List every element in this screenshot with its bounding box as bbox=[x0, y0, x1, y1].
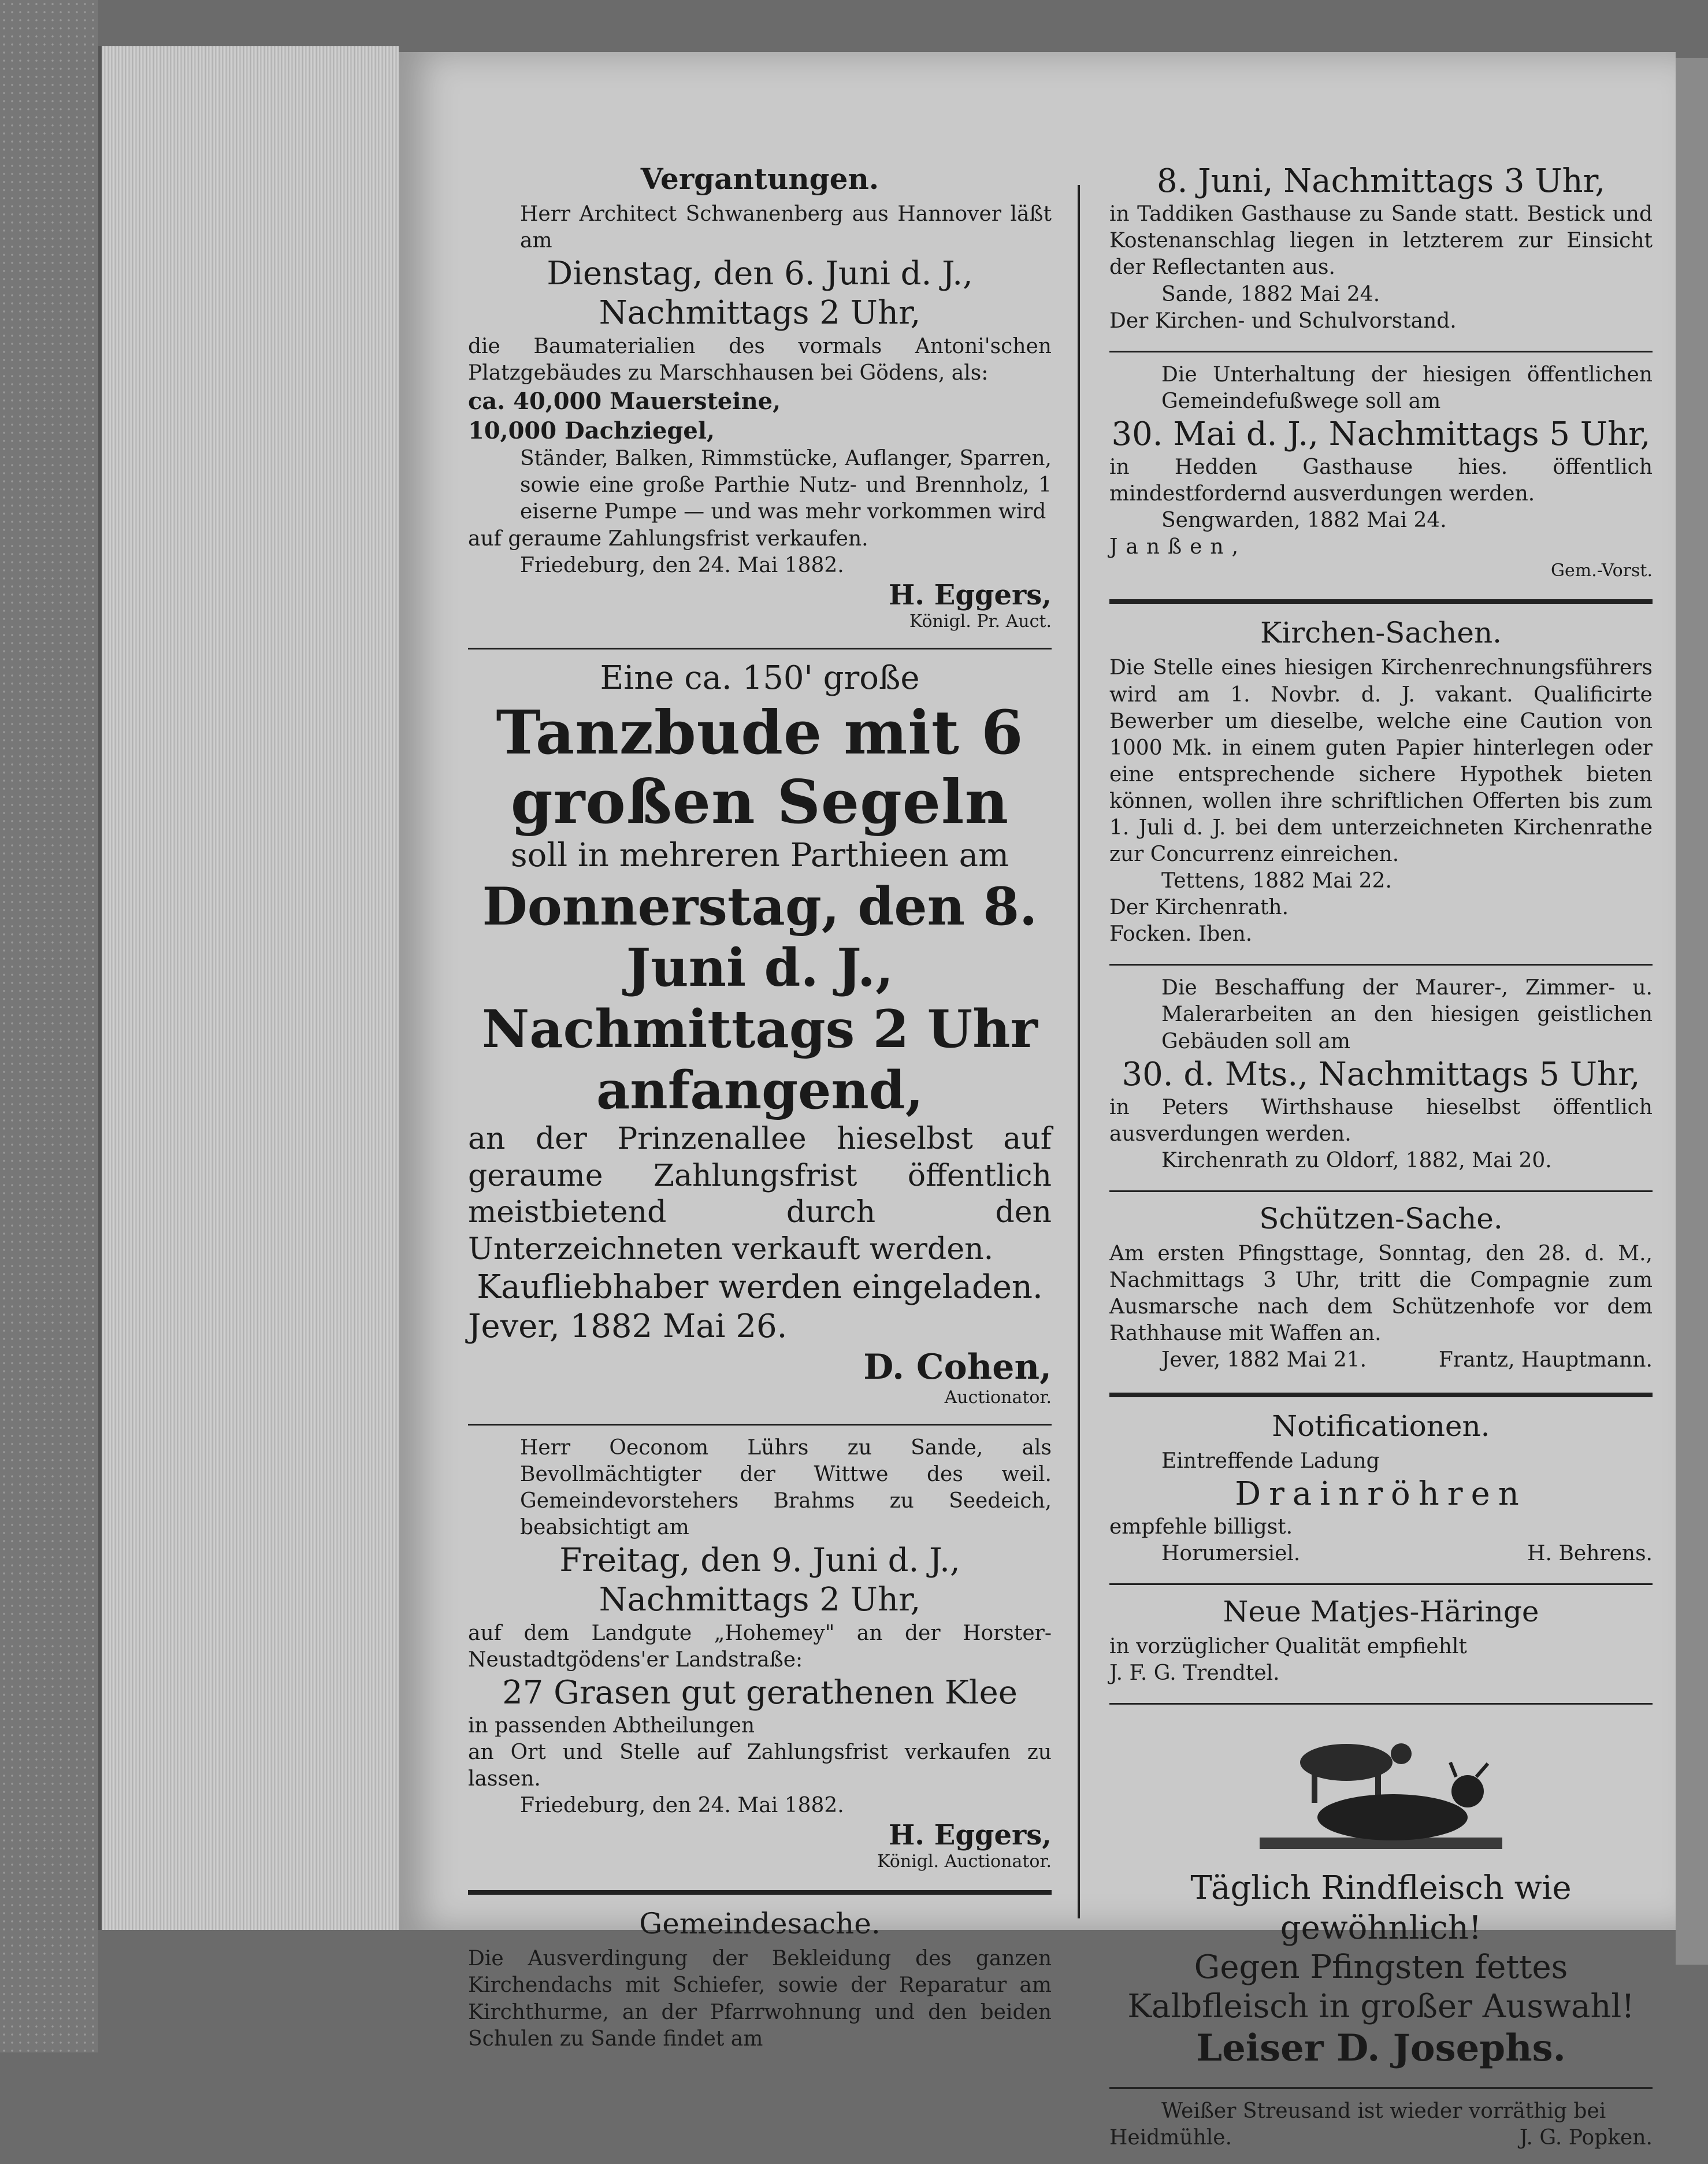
ad-date: 8. Juni, Nachmittags 3 Uhr, bbox=[1156, 162, 1606, 200]
ad-signature: Frantz, Hauptmann. bbox=[1438, 1348, 1653, 1372]
ad-tanzbude bbox=[468, 653, 1052, 1420]
separator-rule bbox=[468, 648, 1052, 649]
ad-sande bbox=[1109, 156, 1653, 347]
ad-matjes bbox=[1109, 1588, 1653, 1699]
ad-oldorf bbox=[1109, 969, 1653, 1187]
column-divider bbox=[1078, 185, 1080, 1918]
ad-intro: Die Unterhaltung der hiesigen öffentlichen Gemeindefußwege soll am bbox=[1161, 362, 1653, 413]
ad-text: in Peters Wirthshause hieselbst öffentlich ausverdungen werden. bbox=[1109, 1095, 1653, 1146]
ad-signature: D. Cohen, bbox=[863, 1346, 1052, 1387]
ad-gemeindesache bbox=[468, 1901, 1052, 2065]
ad-line: Kaufliebhaber werden eingeladen. bbox=[477, 1268, 1043, 1306]
ad-place-date: Sande, 1882 Mai 24. bbox=[1161, 282, 1380, 306]
separator-rule bbox=[1109, 599, 1653, 604]
ad-signature: H. Eggers, bbox=[888, 1819, 1052, 1852]
ad-line: soll in mehreren Parthieen am bbox=[510, 837, 1009, 875]
ad-place-date: Tettens, 1882 Mai 22. bbox=[1161, 869, 1392, 893]
ad-signature: Der Kirchen- und Schulvorstand. bbox=[1109, 309, 1457, 333]
separator-rule bbox=[1109, 964, 1653, 966]
ad-item: ca. 40,000 Mauersteine, bbox=[468, 387, 781, 415]
ad-intro: Herr Architect Schwanenberg aus Hannover läßt am bbox=[520, 202, 1052, 253]
ad-signature-title: Königl. Auctionator. bbox=[877, 1851, 1052, 1872]
ad-product: Drainröhren bbox=[1235, 1475, 1527, 1513]
ad-signature: Kirchenrath zu Oldorf, 1882, Mai 20. bbox=[1161, 1149, 1552, 1173]
right-column bbox=[1109, 156, 1653, 2164]
ad-time: Nachmittags 2 Uhr, bbox=[599, 1581, 921, 1619]
ad-text: Die Stelle eines hiesigen Kirchenrechnungsführers wird am 1. Novbr. d. J. vakant. Qualificirte Bewerber um dieselbe, welche eine Caution von 1000 Mk. in einem guten Papier hinterlegen oder eine entsprechende sichere Hypothek bieten können, wollen ihre schriftlichen Offerten bis zum 1. Juli d. J. bei dem unterzeichneten Kirchenrathe zur Concurrenz einreichen. bbox=[1109, 656, 1653, 867]
newspaper-page bbox=[399, 52, 1676, 2150]
ad-kirchen-sachen bbox=[1109, 610, 1653, 960]
ad-heading: Neue Matjes-Häringe bbox=[1223, 1595, 1539, 1629]
cattle-illustration-icon bbox=[1260, 1722, 1502, 1861]
ad-item-sub: in passenden Abtheilungen bbox=[468, 1714, 755, 1738]
ad-place-date: Jever, 1882 Mai 21. bbox=[1161, 1348, 1367, 1372]
book-page-edges bbox=[98, 46, 399, 1930]
ad-signature-names: Focken. Iben. bbox=[1109, 922, 1253, 946]
ad-item: 27 Grasen gut gerathenen Klee bbox=[502, 1673, 1018, 1712]
ad-vergantungen bbox=[468, 156, 1052, 644]
ad-time: Nachmittags 2 Uhr, bbox=[599, 294, 921, 332]
ad-heading: Schützen-Sache. bbox=[1259, 1202, 1503, 1236]
ad-text: Am ersten Pfingsttage, Sonntag, den 28. d. M., Nachmittags 3 Uhr, tritt die Compagnie zum Ausmarsche nach dem Schützenhofe vor dem Rathhause mit Waffen an. bbox=[1109, 1242, 1653, 1346]
separator-rule bbox=[1109, 1703, 1653, 1705]
ad-signature: Leiser D. Josephs. bbox=[1196, 2026, 1566, 2070]
ad-date: Freitag, den 9. Juni d. J., bbox=[559, 1541, 960, 1579]
ad-signature: J. G. Popken. bbox=[1519, 2126, 1653, 2150]
separator-rule bbox=[1109, 1393, 1653, 1397]
ad-signature-title: Auctionator. bbox=[944, 1387, 1052, 1408]
separator-rule bbox=[468, 1890, 1052, 1895]
ad-sengwarden bbox=[1109, 356, 1653, 594]
ad-place: Heidmühle. bbox=[1109, 2126, 1232, 2150]
ad-schuetzen-sache bbox=[1109, 1196, 1653, 1386]
ad-signature: J. F. G. Trendtel. bbox=[1109, 1661, 1280, 1686]
ad-notificationen bbox=[1109, 1403, 1653, 1580]
ad-signature: H. Eggers, bbox=[888, 578, 1052, 611]
ad-text: an der Prinzenallee hieselbst auf geraume Zahlungsfrist öffentlich meistbietend durch den Unterzeichneten verkauft werden. bbox=[468, 1122, 1052, 1267]
ad-place: Horumersiel. bbox=[1161, 1541, 1301, 1565]
ad-signature: Janßen, bbox=[1109, 535, 1247, 559]
ad-line: Eintreffende Ladung bbox=[1161, 1449, 1380, 1473]
ad-intro: Herr Oeconom Lührs zu Sande, als Bevollmächtigter der Wittwe des weil. Gemeindevorstehers Brahms zu Seedeich, beabsichtigt am bbox=[520, 1435, 1052, 1539]
separator-rule bbox=[1109, 1583, 1653, 1585]
ad-heading: Kirchen-Sachen. bbox=[1260, 616, 1502, 650]
ad-line: Eine ca. 150' große bbox=[600, 659, 920, 697]
ad-text: Ständer, Balken, Rimmstücke, Auflanger, Sparren, sowie eine große Parthie Nutz- und Brennholz, 1 eiserne Pumpe — und was mehr vorkommen wird bbox=[520, 447, 1052, 524]
facing-page-edge bbox=[1676, 58, 1708, 1965]
ad-text: an Ort und Stelle auf Zahlungsfrist verkaufen zu lassen. bbox=[468, 1740, 1052, 1791]
ad-heading: Notificationen. bbox=[1272, 1409, 1490, 1443]
ad-heading: Vergantungen. bbox=[640, 162, 879, 196]
ad-place-date: Friedeburg, den 24. Mai 1882. bbox=[520, 553, 844, 577]
left-column bbox=[468, 156, 1052, 2065]
ad-text: in Taddiken Gasthause zu Sande statt. Bestick und Kostenanschlag liegen in letzterem zur Einsicht der Reflectanten aus. bbox=[1109, 202, 1653, 280]
ad-text: Die Ausverdingung der Bekleidung des ganzen Kirchendachs mit Schiefer, sowie der Reparatur am Kirchthurme, an der Pfarrwohnung und den beiden Schulen zu Sande findet am bbox=[468, 1947, 1052, 2051]
ad-headline: Tanzbude mit 6 großen Segeln bbox=[496, 697, 1024, 837]
ad-text: die Baumaterialien des vormals Antoni'schen Platzgebäudes zu Marschhausen bei Gödens, als: bbox=[468, 334, 1052, 385]
ad-streusand bbox=[1109, 2092, 1653, 2164]
ad-rindfleisch bbox=[1109, 1708, 1653, 2084]
ad-signature: H. Behrens. bbox=[1527, 1541, 1653, 1565]
ad-line: Täglich Rindfleisch wie gewöhnlich! bbox=[1190, 1869, 1572, 1947]
ad-text: in vorzüglicher Qualität empfiehlt bbox=[1109, 1635, 1467, 1659]
ad-item: 10,000 Dachziegel, bbox=[468, 417, 715, 445]
ad-place-date: Jever, 1882 Mai 26. bbox=[468, 1308, 788, 1346]
ad-signature-title: Königl. Pr. Auct. bbox=[909, 611, 1052, 632]
ad-text: in Hedden Gasthause hies. öffentlich mindestfordernd ausverdungen werden. bbox=[1109, 455, 1653, 506]
ad-date: Dienstag, den 6. Juni d. J., bbox=[547, 255, 973, 293]
ad-text: auf dem Landgute „Hohemey" an der Horster-Neustadtgödens'er Landstraße: bbox=[468, 1621, 1052, 1672]
ad-place-date: Sengwarden, 1882 Mai 24. bbox=[1161, 508, 1447, 533]
ad-text: auf geraume Zahlungsfrist verkaufen. bbox=[468, 526, 868, 551]
ad-signature-title: Gem.-Vorst. bbox=[1551, 561, 1653, 581]
ad-line: empfehle billigst. bbox=[1109, 1515, 1293, 1539]
ad-date: Donnerstag, den 8. Juni d. J., Nachmittags 2 Uhr anfangend, bbox=[482, 875, 1038, 1122]
ad-date: 30. d. Mts., Nachmittags 5 Uhr, bbox=[1122, 1055, 1640, 1093]
separator-rule bbox=[1109, 2087, 1653, 2089]
ad-date: 30. Mai d. J., Nachmittags 5 Uhr, bbox=[1111, 415, 1651, 453]
separator-rule bbox=[1109, 351, 1653, 352]
ad-line: Gegen Pfingsten fettes Kalbfleisch in großer Auswahl! bbox=[1127, 1948, 1635, 2026]
ad-place-date: Friedeburg, den 24. Mai 1882. bbox=[520, 1794, 844, 1818]
ad-signature: Der Kirchenrath. bbox=[1109, 896, 1289, 920]
ad-intro: Die Beschaffung der Maurer-, Zimmer- u. Malerarbeiten an den hiesigen geistlichen Gebäuden soll am bbox=[1161, 976, 1653, 1053]
ad-heading: Gemeindesache. bbox=[639, 1907, 881, 1941]
ad-klee bbox=[468, 1429, 1052, 1885]
ad-text: Weißer Streusand ist wieder vorräthig bei bbox=[1161, 2099, 1606, 2124]
separator-rule bbox=[1109, 1190, 1653, 1192]
background-surface bbox=[0, 0, 98, 2052]
separator-rule bbox=[468, 1424, 1052, 1426]
